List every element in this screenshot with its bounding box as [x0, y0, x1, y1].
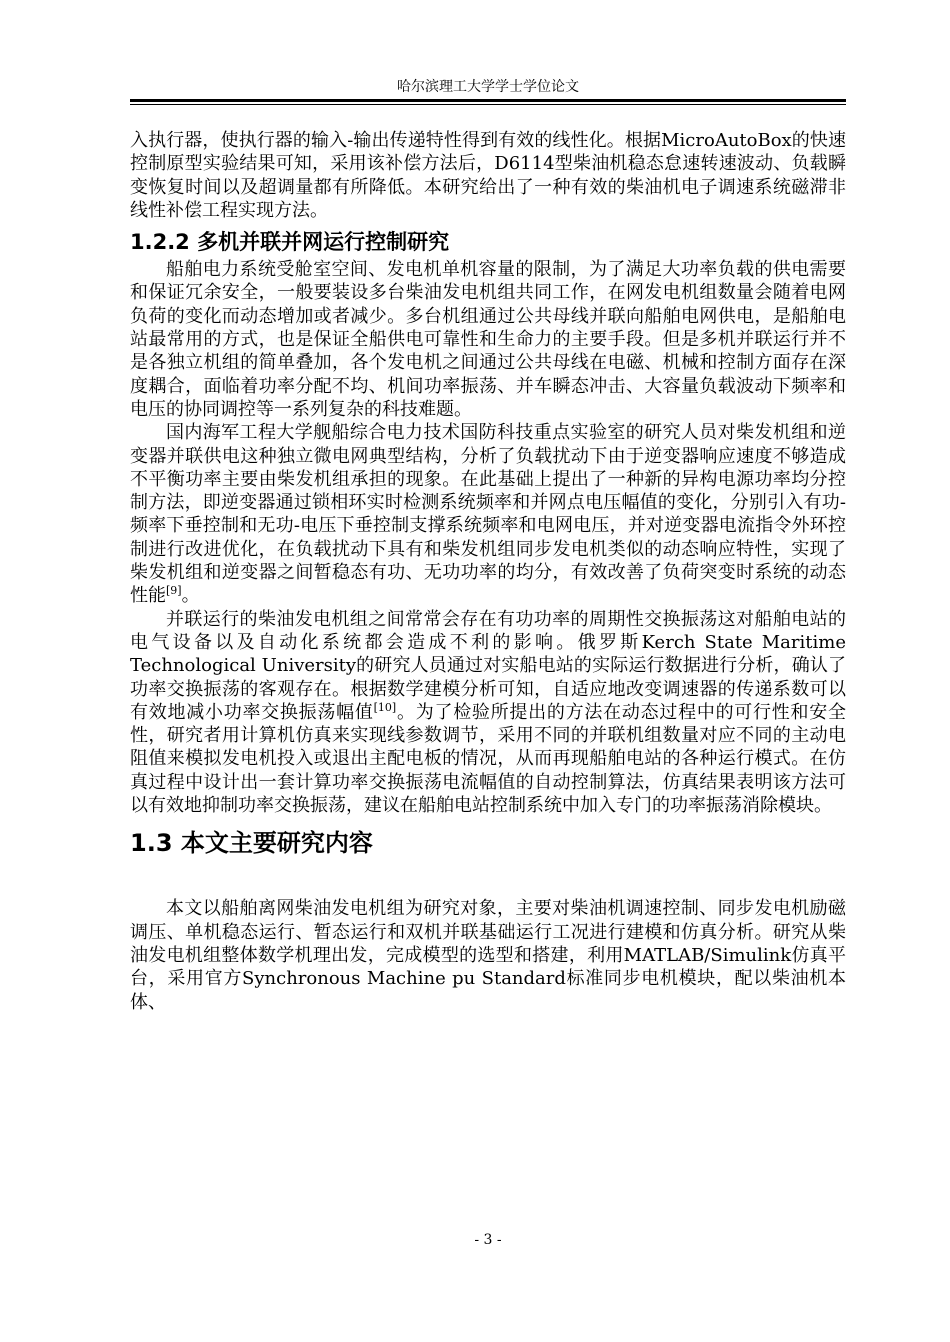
paragraph-naval-lab-text: 国内海军工程大学舰船综合电力技术国防科技重点实验室的研究人员对柴发机组和逆变器并联供电这种独立微电网典型结构，分析了负载扰动下由于逆变器响应速度不够造成不平衡功率主要由柴发机组承担的现象。在此基础上提出了一种新的异构电源功率均分控制方法，即逆变器通过锁相环实时检测系统频率和并网点电压幅值的变化，分别引入有功-频率下垂控制和无功-电压下垂控制支撑系统频率和电网电压，并对逆变器电流指令外环控制进行改进优化，在负载扰动下具有和柴发机组同步发电机类似的动态响应特性，实现了柴发机组和逆变器之间暂稳态有功、无功功率的均分，有效改善了负荷突变时系统的动态性能 — [130, 422, 846, 607]
paragraph-oscillation-text: 并联运行的柴油发电机组之间常常会存在有功功率的周期性交换振荡这对船舶电站的电气设备以及自动化系统都会造成不利的影响。俄罗斯Kerch State Maritime Technological University的研究人员通过对实船电站的实际运行数据进行分析，确认了功率交换振荡的客观存在。根据数学建模分析可知，自适应地改变调速器的传递系数可以有效地减小功率交换振荡幅值 — [130, 608, 846, 723]
paragraph-intro: 入执行器，使执行器的输入-输出传递特性得到有效的线性化。根据MicroAutoBox的快速控制原型实验结果可知，采用该补偿方法后，D6114型柴油机稳态怠速转速波动、负载瞬变恢复时间以及超调量都有所降低。本研究给出了一种有效的柴油机电子调速系统磁滞非线性补偿工程实现方法。 — [130, 130, 846, 221]
paragraph-naval-lab — [130, 421, 846, 607]
header-rule-thin — [130, 104, 846, 105]
citation-9: [9] — [166, 584, 182, 598]
main-content — [130, 129, 846, 1014]
header-rule-thick — [130, 99, 846, 102]
paragraph-multi-machine: 船舶电力系统受舱室空间、发电机单机容量的限制，为了满足大功率负载的供电需要和保证冗余安全，一般要装设多台柴油发电机组共同工作，在网发电机组数量会随着电网负荷的变化而动态增加或者减少。多台机组通过公共母线并联向船舶电网供电，是船舶电站最常用的方式，也是保证全船供电可靠性和生命力的主要手段。但是多机并联运行并不是各独立机组的简单叠加，各个发电机之间通过公共母线在电磁、机械和控制方面存在深度耦合，面临着功率分配不均、机间功率振荡、并车瞬态冲击、大容量负载波动下频率和电压的协同调控等一系列复杂的科技难题。 — [130, 259, 846, 420]
paragraph-naval-lab-end: 。 — [181, 585, 200, 607]
paragraph-research-content: 本文以船舶离网柴油发电机组为研究对象，主要对柴油机调速控制、同步发电机励磁调压、单机稳态运行、暂态运行和双机并联基础运行工况进行建模和仿真分析。研究从柴油发电机组整体数学机理出发，完成模型的选型和搭建，利用MATLAB/Simulink仿真平台，采用官方Synchronous Machine pu Standard标准同步电机模块，配以柴油机本体、 — [130, 898, 846, 1013]
running-header: 哈尔滨理工大学学士学位论文 — [397, 79, 579, 95]
section-heading-1-2-2: 1.2.2 多机并联并网运行控制研究 — [130, 230, 450, 255]
page-number: - 3 - — [474, 1232, 502, 1248]
paragraph-oscillation — [130, 608, 846, 818]
section-heading-1-3: 1.3 本文主要研究内容 — [130, 829, 373, 858]
citation-10: [10] — [373, 700, 397, 714]
paragraph-oscillation-end: 。为了检验所提出的方法在动态过程中的可行性和安全性，研究者用计算机仿真来实现线参数调节，采用不同的并联机组数量对应不同的主动电阻值来模拟发电机投入或退出主配电板的情况，从而再现船舶电站的各种运行模式。在仿真过程中设计出一套计算功率交换振荡电流幅值的自动控制算法，仿真结果表明该方法可以有效地抑制功率交换振荡，建议在船舶电站控制系统中加入专门的功率振荡消除模块。 — [130, 701, 847, 817]
